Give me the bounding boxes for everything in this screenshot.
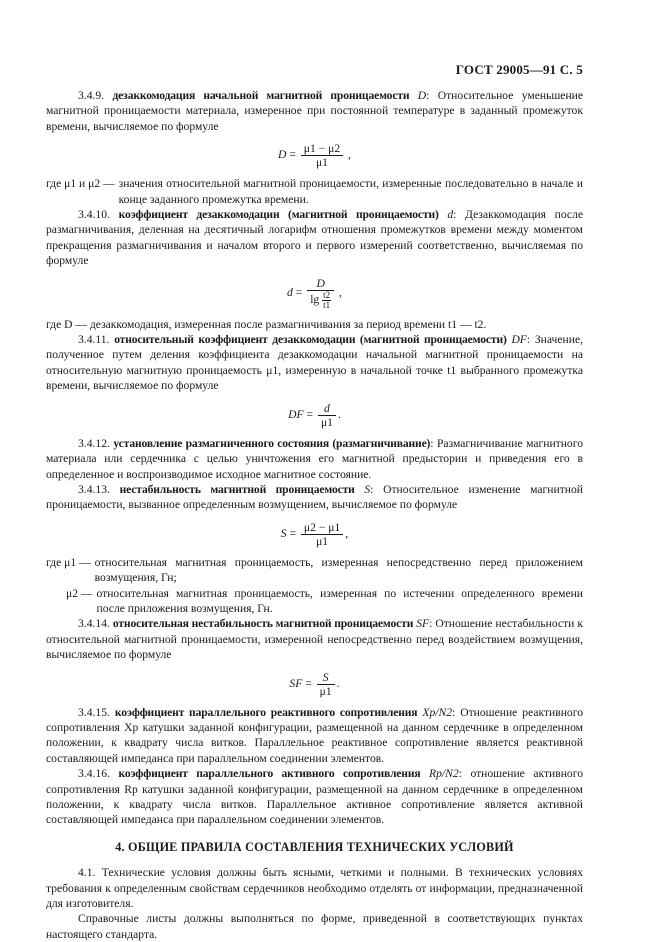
formula-3-4-11	[46, 402, 583, 429]
clause-3-4-16	[46, 766, 583, 828]
formula-lhs: D	[278, 148, 287, 162]
numerator	[318, 402, 336, 416]
denominator: μ1	[315, 156, 328, 170]
formula-lhs: DF	[288, 407, 304, 421]
clause-number: 3.4.13.	[78, 482, 110, 496]
inner-fraction	[322, 291, 331, 310]
term-symbol: Rp/N2	[429, 767, 459, 781]
definition-text: : Отношение реактивного сопротивления Xp катушки заданной конфигурации, размещенной на данном сердечнике в определенном положении, к квадрату числа витков. Параллельное реактивное сопротивление является реактивной составляющей импеданса при параллельном соединении элементов.	[46, 705, 583, 765]
where-lead: где μ1 —	[46, 555, 91, 569]
denominator: μ1	[316, 534, 329, 548]
clause-4-2: Справочные листы должны выполняться по форме, приведенной в соответствующих пунктах настоящего стандарта.	[46, 912, 583, 941]
formula-3-4-13	[46, 521, 583, 548]
definition-text: : Относительное изменение магнитной проницаемости, вызванное определенным возмущением, вычисляемое по формуле	[46, 482, 583, 512]
formula-tail: ,	[345, 526, 349, 540]
term: относительный коэффициент дезаккомодации (магнитной проницаемости)	[114, 333, 507, 347]
numerator-text: D	[316, 276, 325, 290]
denominator: μ1	[320, 415, 333, 429]
formula-tail: ,	[345, 148, 351, 162]
fraction	[301, 521, 343, 548]
clause-3-4-15	[46, 705, 583, 767]
numerator-text: d	[324, 401, 330, 415]
term: коэффициент дезаккомодации (магнитной проницаемости)	[118, 208, 439, 222]
where-lead: μ2 —	[66, 586, 93, 600]
numerator-text: S	[322, 670, 329, 684]
formula-lhs: d	[287, 285, 293, 299]
inner-numerator: t2	[323, 289, 331, 300]
denominator	[307, 291, 334, 310]
term-symbol: DF	[511, 333, 527, 347]
where-3-4-10: где D — дезаккомодация, измеренная после размагничивания за период времени t1 — t2.	[46, 317, 487, 331]
clause-3-4-14	[46, 616, 583, 662]
where-text: значения относительной магнитной проницаемости, измеренные последовательно в начале и конце заданного промежутка времени.	[118, 177, 583, 206]
formula-eq: =	[286, 148, 299, 162]
page-header: ГОСТ 29005—91 С. 5	[455, 62, 583, 77]
fraction	[317, 671, 335, 698]
inner-denominator: t1	[323, 299, 331, 310]
formula-eq: =	[302, 676, 315, 690]
formula-lhs: S	[280, 526, 287, 540]
numerator: μ2 − μ1	[301, 521, 343, 535]
definition-text: : Отношение нестабильности к относительной магнитной проницаемости, измеренной непосредственно перед воздействием возмущения, вычисляемое по формуле	[46, 617, 583, 662]
clause-3-4-11	[46, 332, 583, 394]
where-text: относительная магнитная проницаемость, измеренная по истечении определенного времени после приложения возмущения, Гн.	[96, 586, 583, 615]
formula-tail: .	[336, 676, 340, 690]
term-symbol: S	[364, 482, 371, 496]
term: коэффициент параллельного активного сопротивления	[118, 767, 421, 781]
where-text: относительная магнитная проницаемость, измеренная непосредственно перед приложением возмущения, Гн;	[94, 555, 583, 585]
formula-eq: =	[292, 285, 306, 299]
fraction	[307, 277, 334, 310]
clause-3-4-10	[46, 207, 583, 269]
where-3-4-13-b	[46, 586, 583, 617]
clause-3-4-9	[46, 88, 583, 134]
section-title: 4. ОБЩИЕ ПРАВИЛА СОСТАВЛЕНИЯ ТЕХНИЧЕСКИХ УСЛОВИЙ	[115, 839, 514, 854]
definition-text: : Относительное уменьшение магнитной проницаемости материала, измеренное при постоянной температуре в заданный промежуток времени, вычисляемое по формуле	[46, 89, 583, 133]
fraction	[318, 402, 336, 429]
clause-3-4-13	[46, 482, 583, 513]
clause-4-1: 4.1. Технические условия должны быть ясными, четкими и полными. В технических условиях требования к определенным свойствам сердечников необходимо отделять от информации, предназначенной для изготовителя.	[46, 866, 583, 911]
term-symbol: Xp/N2	[422, 705, 453, 719]
clause-number: 3.4.15.	[78, 705, 110, 719]
formula-lhs: SF	[289, 676, 303, 690]
clause-number: 3.4.14.	[78, 617, 110, 631]
formula-tail: ,	[336, 285, 342, 299]
clause-number: 3.4.11.	[78, 333, 110, 347]
formula-eq: =	[286, 526, 299, 540]
denominator: μ1	[319, 684, 332, 698]
formula-tail: .	[337, 407, 341, 421]
clause-number: 3.4.9.	[78, 89, 105, 102]
where-3-4-13-a	[46, 555, 583, 586]
term: дезаккомодация начальной магнитной проницаемости	[112, 89, 410, 102]
page-content	[46, 88, 583, 942]
formula-3-4-14	[46, 671, 583, 698]
term: относительная нестабильность магнитной проницаемости	[112, 617, 414, 631]
numerator	[307, 277, 334, 291]
where-lead: где μ1 и μ2 —	[46, 177, 115, 191]
formula-eq: =	[303, 407, 316, 421]
clause-3-4-12	[46, 436, 583, 482]
clause-number: 3.4.16.	[78, 767, 110, 781]
clause-number: 3.4.12.	[78, 436, 110, 450]
definition-text: : Значение, полученное путем деления коэффициента дезаккомодации начальной магнитной проницаемости на относительную магнитную проницаемость μ1, измеренную в начальной точке t1 выбранного промежутка времени, вычисляемое по формуле	[46, 333, 583, 393]
clause-number: 3.4.10.	[78, 208, 110, 222]
where-3-4-9	[46, 176, 583, 207]
term-symbol: SF	[416, 617, 430, 631]
definition-text: : Размагничивание магнитного материала или сердечника с целью уничтожения его магнитной предыстории и приведения его в определенное и воспроизводимое исходное магнитное состояние.	[46, 436, 583, 481]
numerator	[317, 671, 335, 685]
lg-text: lg	[310, 292, 320, 306]
formula-3-4-10	[46, 277, 583, 310]
term: нестабильность магнитной проницаемости	[119, 482, 355, 496]
definition-text: : Дезаккомодация после размагничивания, деленная на десятичный логарифм отношения промежутков времени между моментом прекращения размагничивания и началом второго и первого измерений соответственно, вычисляемая по формуле	[46, 208, 583, 268]
term-symbol: D	[417, 89, 427, 102]
definition-text: : отношение активного сопротивления Rp катушки заданной конфигурации, размещенной на данном сердечнике в определенном положении, к квадрату числа витков. Параллельное активное сопротивление является активной составляющей импеданса при параллельном соединении элементов.	[46, 767, 583, 827]
fraction	[301, 142, 343, 169]
term-symbol: d	[447, 208, 454, 222]
numerator: μ1 − μ2	[301, 142, 343, 156]
formula-3-4-9	[46, 142, 583, 169]
term: коэффициент параллельного реактивного сопротивления	[114, 705, 418, 719]
term: установление размагниченного состояния (размагничивание)	[113, 436, 431, 450]
